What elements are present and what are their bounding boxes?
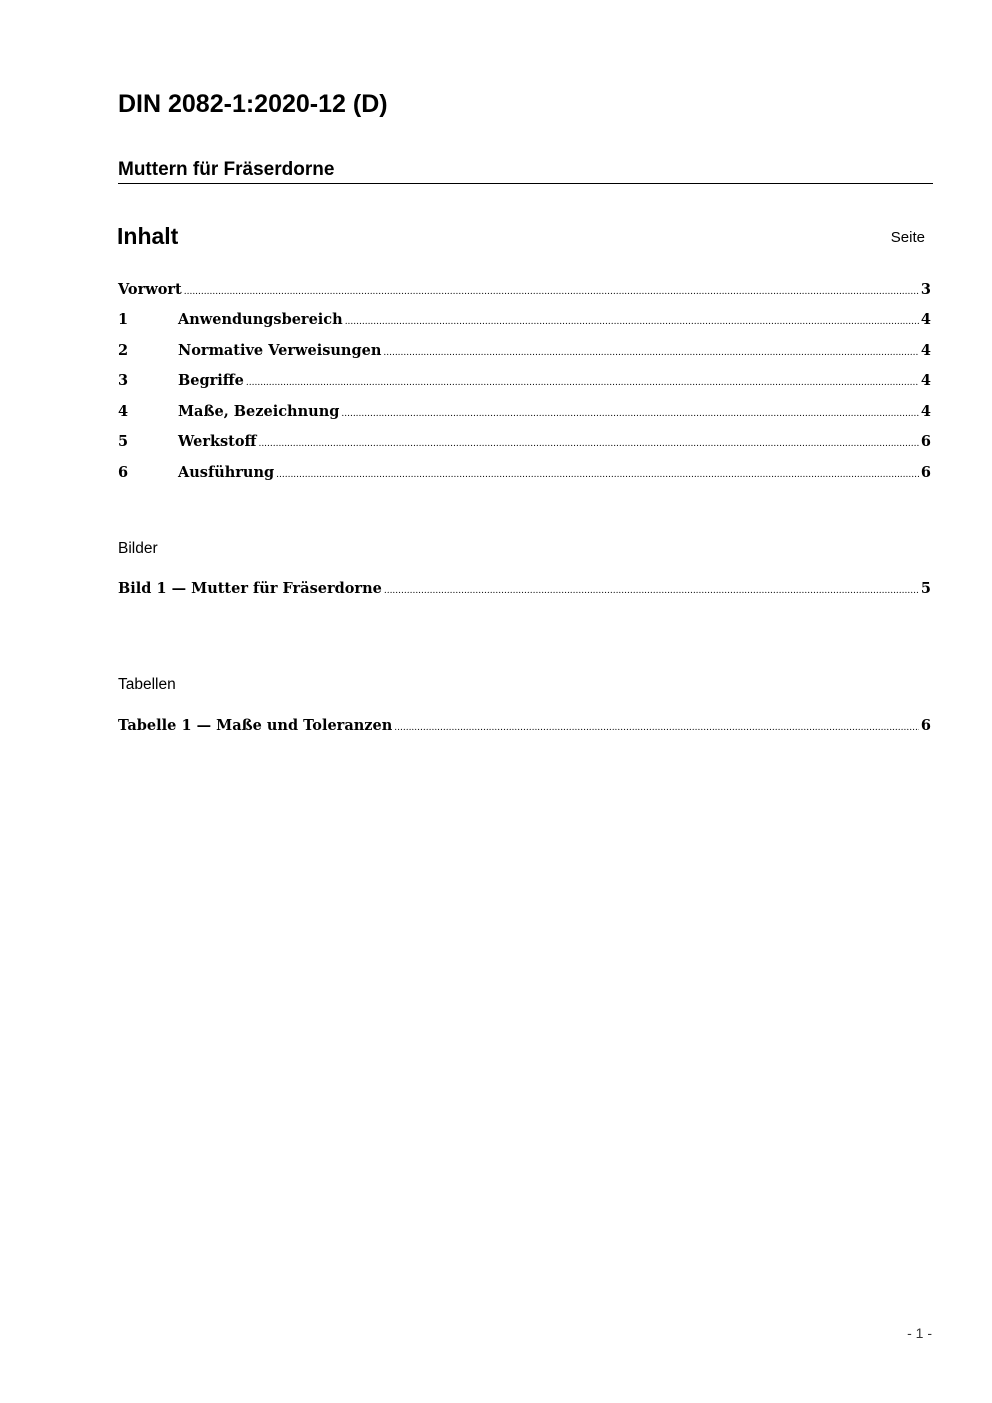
figure-entry-label: Bild 1 — Mutter für Fräserdorne (118, 580, 382, 597)
toc-dot-leader (276, 464, 919, 486)
figure-entry-bild-1[interactable] (118, 578, 931, 600)
toc-entry-normative-verweisungen[interactable] (118, 340, 931, 362)
toc-entry-number: 5 (118, 433, 129, 450)
table-entry-tabelle-1[interactable] (118, 715, 931, 737)
toc-heading: Inhalt (117, 223, 179, 249)
toc-entry-page: 4 (920, 342, 931, 359)
toc-entry-number: 3 (118, 372, 129, 389)
table-entry-page: 6 (920, 717, 931, 734)
tables-heading: Tabellen (118, 676, 176, 693)
toc-entry-number: 4 (118, 403, 129, 420)
toc-page-column-label: Seite (890, 229, 925, 246)
toc-entry-vorwort[interactable] (118, 279, 931, 301)
toc-dot-leader (394, 717, 919, 739)
toc-entry-ausfuehrung[interactable] (118, 462, 931, 484)
figure-entry-page: 5 (920, 580, 931, 597)
toc-entry-label: Ausführung (178, 464, 275, 481)
toc-entry-number: 6 (118, 464, 129, 481)
toc-dot-leader (384, 580, 919, 602)
toc-dot-leader (258, 433, 918, 455)
document-title: DIN 2082-1:2020-12 (D) (118, 90, 388, 118)
toc-entry-werkstoff[interactable] (118, 431, 931, 453)
toc-entry-label: Werkstoff (178, 433, 257, 450)
toc-dot-leader (383, 342, 919, 364)
toc-entry-page: 6 (920, 464, 931, 481)
toc-entry-number: 1 (118, 311, 129, 328)
table-entry-label: Tabelle 1 — Maße und Toleranzen (118, 717, 393, 734)
toc-dot-leader (246, 372, 919, 394)
toc-entry-number: 2 (118, 342, 129, 359)
toc-entry-page: 4 (920, 311, 931, 328)
page-number: - 1 - (907, 1325, 932, 1341)
toc-entry-anwendungsbereich[interactable] (118, 309, 931, 331)
toc-entry-label: Normative Verweisungen (178, 342, 382, 359)
toc-entry-page: 4 (920, 403, 931, 420)
toc-entry-page: 4 (920, 372, 931, 389)
toc-entry-page: 3 (920, 281, 931, 298)
toc-entry-label: Anwendungsbereich (178, 311, 343, 328)
toc-dot-leader (345, 311, 919, 333)
toc-entry-begriffe[interactable] (118, 370, 931, 392)
toc-dot-leader (341, 403, 919, 425)
figures-heading: Bilder (118, 540, 158, 557)
toc-entry-page: 6 (920, 433, 931, 450)
toc-entry-label: Maße, Bezeichnung (178, 403, 340, 420)
toc-dot-leader (184, 281, 919, 303)
toc-entry-masse-bezeichnung[interactable] (118, 401, 931, 423)
document-subtitle: Muttern für Fräserdorne (118, 158, 933, 184)
toc-entry-label: Begriffe (178, 372, 244, 389)
toc-entry-label: Vorwort (118, 281, 182, 298)
